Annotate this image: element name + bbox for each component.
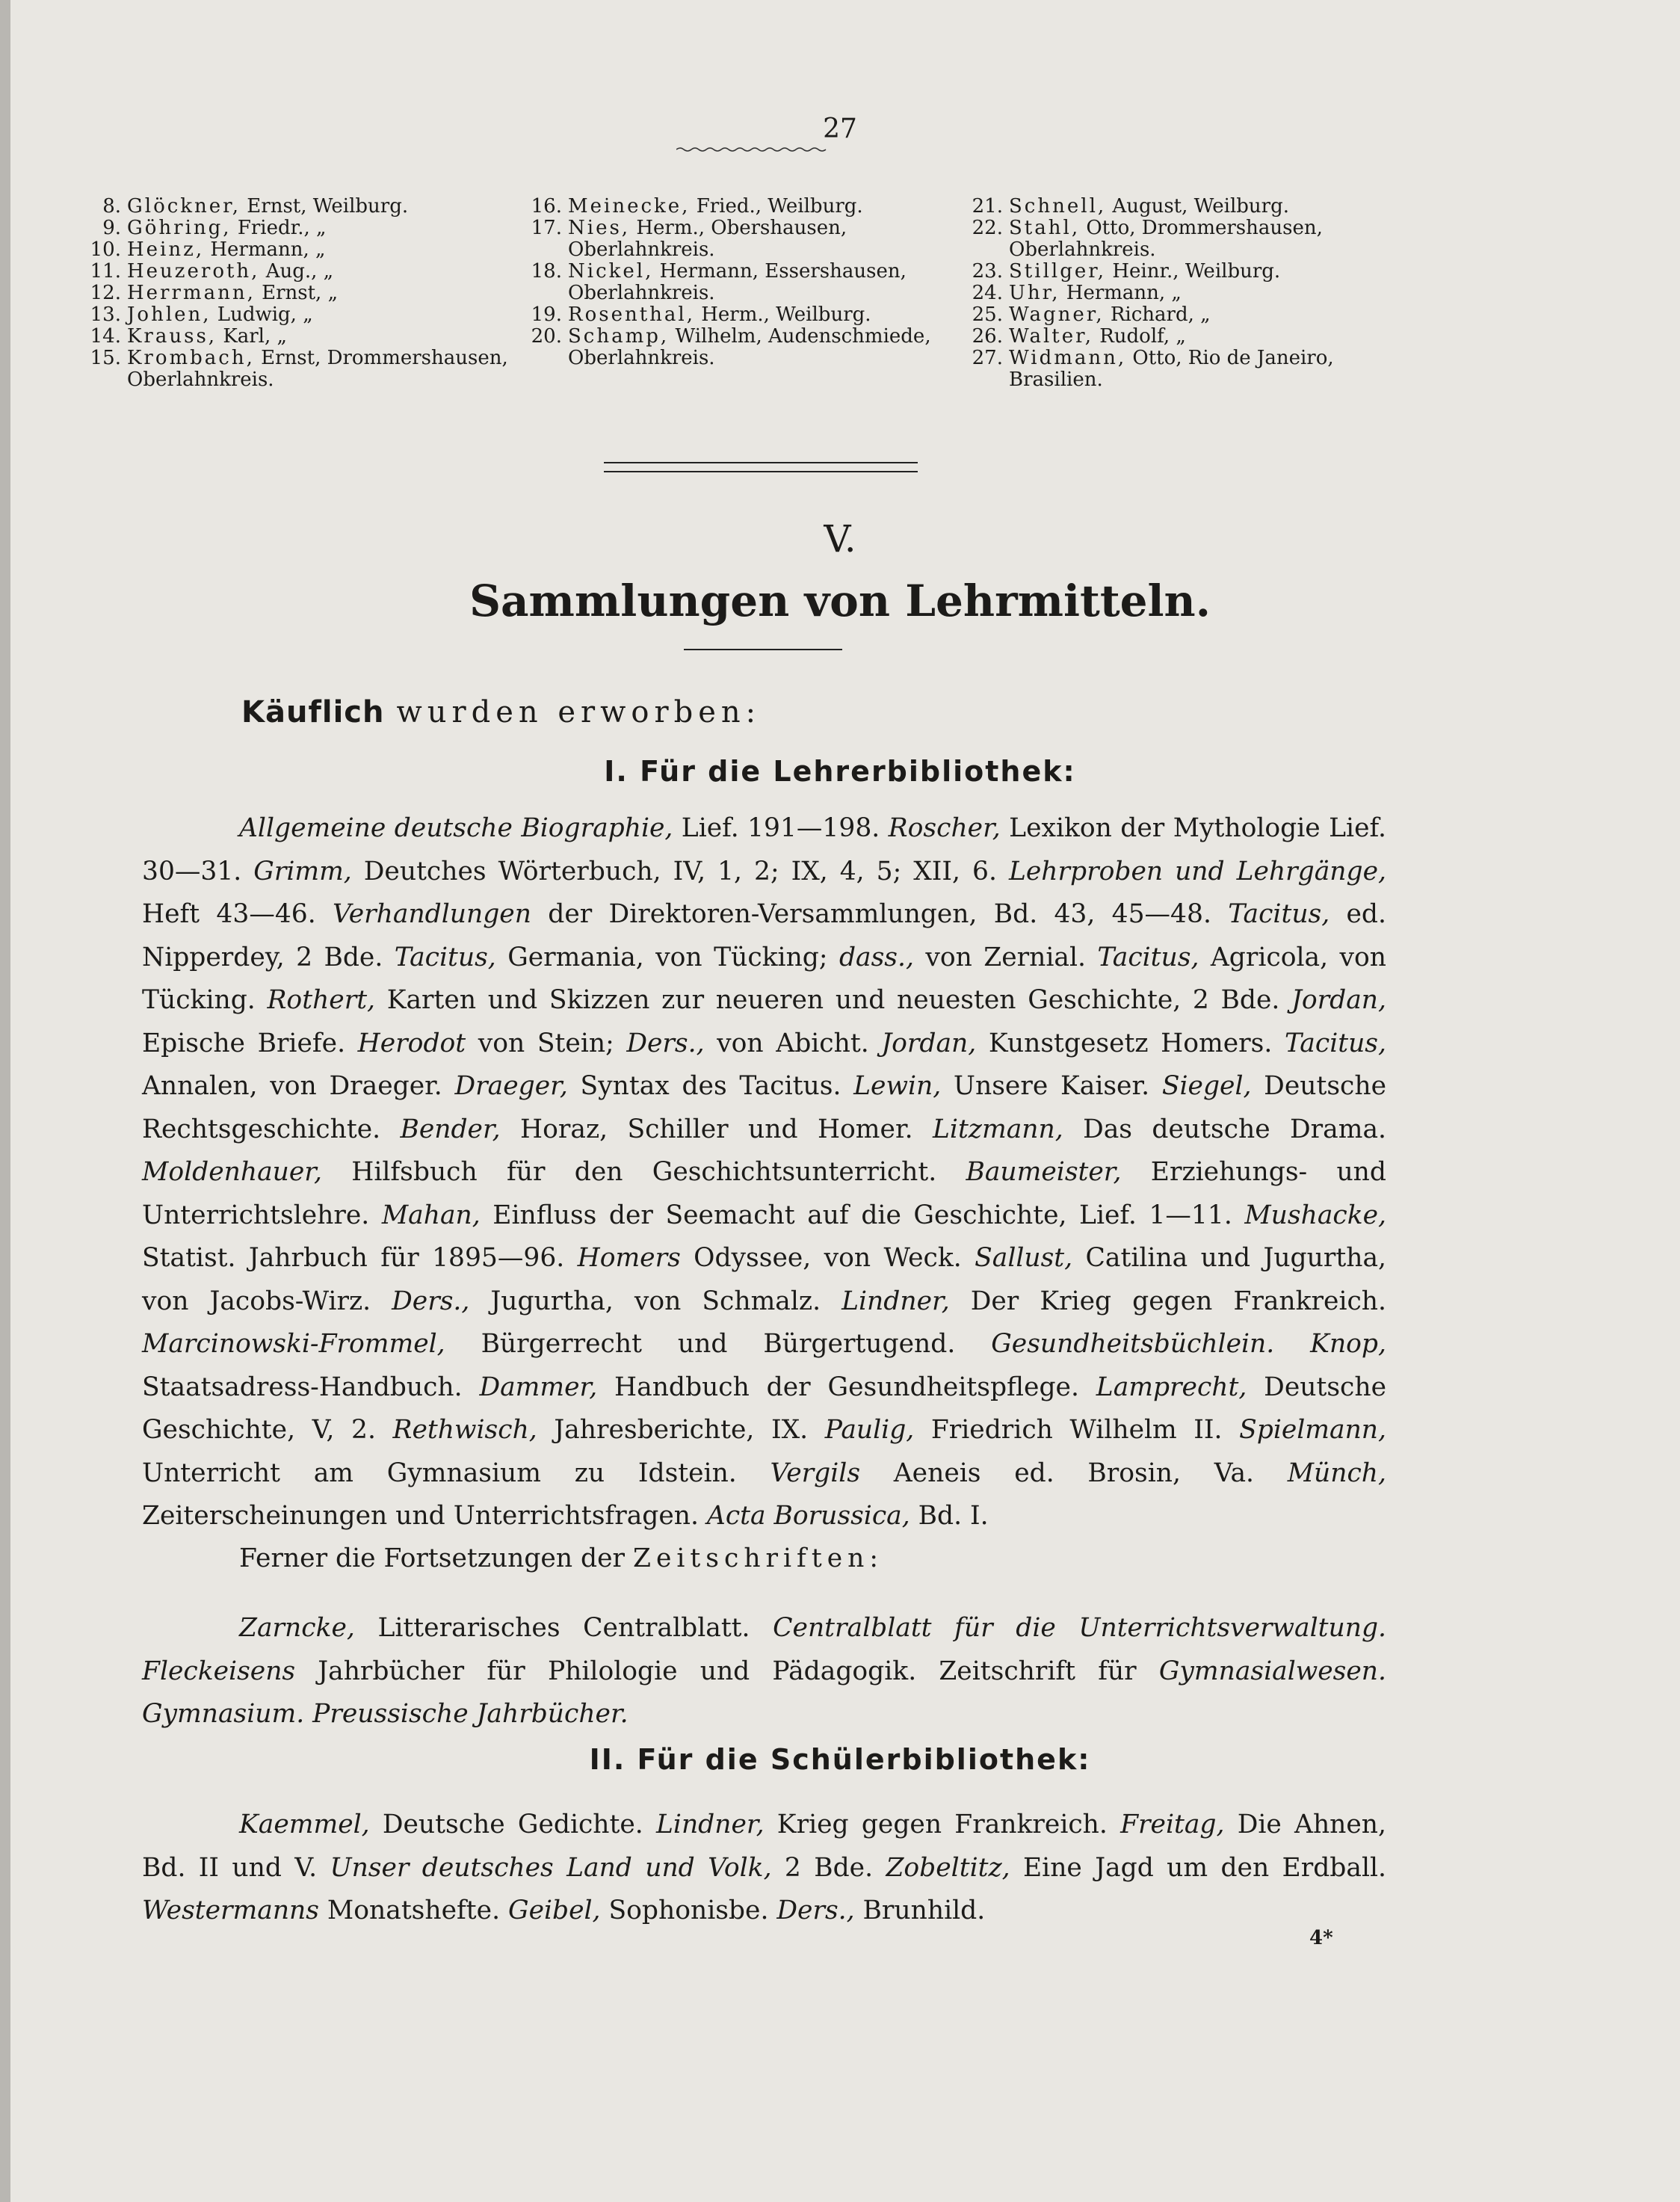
text-run: Hilfsbuch für den Geschichtsunterricht. (321, 1157, 966, 1187)
text-run: Deutsche Geschichte, V, 2. (142, 1372, 1387, 1445)
entry-details: Herm., Weilburg. (694, 303, 871, 326)
italic-run: Tacitus, (394, 942, 496, 972)
italic-run: Marcinowski-Frommel, (142, 1329, 445, 1359)
entry-number: 11. (90, 260, 121, 283)
italic-run: Allgemeine deutsche Biographie, (239, 813, 673, 843)
entry-details: Rudolf, „ (1093, 325, 1186, 348)
text-run: Der Krieg gegen Frankreich. (949, 1286, 1386, 1316)
text-run: Annalen, von Draeger. (142, 1071, 455, 1101)
italic-run: Tacitus, (1284, 1028, 1386, 1058)
list-entry (75, 326, 532, 348)
italic-run: Rothert, (267, 985, 376, 1015)
text-run: Bd. I. (910, 1501, 989, 1531)
italic-run: Fleckeisens (142, 1656, 296, 1686)
list-entry (957, 261, 1400, 283)
entry-number: 9. (102, 217, 121, 239)
student-library-paragraph (142, 1804, 1386, 1933)
entry-surname: Meinecke, (568, 195, 691, 218)
italic-run: Draeger, (454, 1071, 568, 1101)
entry-surname: Stahl, (1009, 217, 1081, 239)
italic-run: Sallust, (975, 1243, 1073, 1273)
list-entry (516, 218, 979, 261)
text-run: Heft 43—46. (142, 899, 333, 929)
list-entry (957, 283, 1400, 304)
italic-run: Verhandlungen (333, 899, 531, 929)
italic-run: Herodot (357, 1028, 466, 1058)
periodicals-intro-text: Ferner die Fortsetzungen der (239, 1543, 626, 1573)
entry-surname: Widmann, (1009, 347, 1127, 369)
italic-run: Lamprecht, (1096, 1372, 1247, 1402)
entry-details: Hermann, Essershausen, Oberlahnkreis. (568, 260, 907, 304)
entry-surname: Johlen, (127, 303, 211, 326)
text-run: 2 Bde. (771, 1852, 886, 1883)
italic-run: Münch, (1287, 1458, 1386, 1488)
entry-number: 27. (972, 347, 1003, 369)
entry-details: Ernst, Drommershausen, Oberlahnkreis. (127, 347, 508, 391)
italic-run: Baumeister, (966, 1157, 1122, 1187)
entry-number: 20. (531, 325, 562, 348)
italic-run: Homers (577, 1243, 681, 1273)
text-run: von Abicht. (704, 1028, 882, 1058)
italic-run: Jordan, (881, 1028, 977, 1058)
entry-surname: Heuzeroth, (127, 260, 260, 283)
entry-number: 26. (972, 325, 1003, 348)
italic-run: Kaemmel, (239, 1810, 370, 1839)
student-library-heading: II. Für die Schülerbibliothek: (589, 1743, 1091, 1776)
entry-number: 21. (972, 195, 1003, 218)
text-run: Litterarisches Centralblatt. (354, 1613, 773, 1643)
entry-details: Ernst, „ (255, 282, 339, 304)
entry-number: 25. (972, 303, 1003, 326)
student-list-column-1 (75, 196, 532, 391)
italic-run: Mushacke, (1244, 1200, 1387, 1230)
text-run: Horaz, Schiller und Homer. (500, 1114, 933, 1144)
list-entry (957, 196, 1400, 218)
acquired-heading-rest: wurden erworben: (396, 695, 762, 730)
italic-run: Preussische Jahrbücher. (312, 1699, 629, 1729)
italic-run: Dammer, (479, 1372, 598, 1402)
italic-run: Zobeltitz, (886, 1852, 1010, 1883)
text-run: Karten und Skizzen zur neueren und neuesten Geschichte, 2 Bde. (375, 985, 1292, 1015)
acquired-heading-bold: Käuflich (241, 695, 385, 730)
italic-run: Lehrproben und Lehrgänge, (1008, 856, 1386, 886)
italic-run: Paulig, (824, 1415, 915, 1445)
italic-run: Unser deutsches Land und Volk, (330, 1852, 772, 1883)
entry-surname: Glöckner, (127, 195, 241, 218)
student-list-column-3 (957, 196, 1400, 391)
entry-surname: Walter, (1009, 325, 1093, 348)
text-run (304, 1699, 312, 1729)
list-entry (516, 261, 979, 304)
entry-number: 12. (90, 282, 121, 304)
italic-run: Centralblatt für die Unterrichtsverwaltung. (773, 1613, 1386, 1643)
entry-number: 23. (972, 260, 1003, 283)
italic-run: Moldenhauer, (142, 1157, 322, 1187)
italic-run: dass., (839, 942, 914, 972)
entry-details: Friedr., „ (231, 217, 327, 239)
italic-run: Tacitus, (1097, 942, 1199, 972)
text-run: Syntax des Tacitus. (567, 1071, 854, 1101)
periodicals-intro-spaced: Zeitschriften: (633, 1543, 883, 1573)
entry-details: Heinr., Weilburg. (1106, 260, 1281, 283)
italic-run: Ders., (776, 1896, 855, 1925)
section-title: Sammlungen von Lehrmitteln. (469, 576, 1211, 626)
italic-run: Ders., (392, 1286, 470, 1316)
text-run: Jahrbücher für Philologie und Pädagogik. Zeitschrift für (295, 1656, 1159, 1686)
entry-details: August, Weilburg. (1106, 195, 1289, 218)
italic-run: Siegel, (1161, 1071, 1252, 1101)
section-numeral: V. (824, 517, 856, 561)
text-run: Friedrich Wilhelm II. (914, 1415, 1240, 1445)
entry-number: 15. (90, 347, 121, 369)
text-run (1274, 1329, 1310, 1359)
entry-surname: Nies, (568, 217, 631, 239)
list-entry (75, 283, 532, 304)
italic-run: Tacitus, (1228, 899, 1330, 929)
italic-run: Jordan, (1291, 985, 1386, 1015)
entry-details: Ernst, Weilburg. (241, 195, 409, 218)
entry-number: 10. (90, 238, 121, 261)
text-run: Agricola, von Tücking. (142, 942, 1386, 1015)
text-run: Deutsche Rechtsgeschichte. (142, 1071, 1386, 1144)
text-run: Epische Briefe. (142, 1028, 358, 1058)
acquired-heading (241, 695, 761, 730)
italic-run: Roscher, (888, 813, 1001, 843)
italic-run: Westermanns (142, 1896, 319, 1925)
italic-run: Gymnasialwesen. (1158, 1656, 1386, 1686)
list-entry (75, 261, 532, 283)
italic-run: Knop, (1310, 1329, 1386, 1359)
italic-run: Litzmann, (933, 1114, 1063, 1144)
entry-surname: Schamp, (568, 325, 670, 348)
entry-details: Otto, Drommershausen, Oberlahnkreis. (1009, 217, 1323, 261)
periodicals-paragraph (142, 1607, 1386, 1736)
teacher-library-paragraph (142, 807, 1386, 1538)
list-entry (516, 326, 979, 369)
text-run: Sophonisbe. (600, 1896, 777, 1925)
signature-mark: 4* (1309, 1927, 1333, 1949)
text-run: Deutches Wörterbuch, IV, 1, 2; IX, 4, 5; XII, 6. (351, 856, 1009, 886)
entry-surname: Krauss, (127, 325, 217, 348)
list-entry (75, 218, 532, 239)
entry-number: 13. (90, 303, 121, 326)
list-entry (957, 326, 1400, 348)
text-run: Staatsadress-Handbuch. (142, 1372, 480, 1402)
italic-run: Vergils (770, 1458, 861, 1488)
italic-run: Acta Borussica, (706, 1501, 910, 1531)
entry-number: 8. (102, 195, 121, 218)
text-run: Jugurtha, von Schmalz. (469, 1286, 842, 1316)
text-run: Krieg gegen Frankreich. (764, 1810, 1121, 1839)
entry-surname: Uhr, (1009, 282, 1060, 304)
italic-run: Lewin, (853, 1071, 942, 1101)
list-entry (516, 196, 979, 218)
italic-run: Gesundheitsbüchlein. (991, 1329, 1275, 1359)
entry-number: 18. (531, 260, 562, 283)
italic-run: Lindner, (841, 1286, 950, 1316)
text-run: Unterricht am Gymnasium zu Idstein. (142, 1458, 770, 1488)
entry-number: 19. (531, 303, 562, 326)
text-run: Unsere Kaiser. (941, 1071, 1162, 1101)
text-run: von Zernial. (913, 942, 1098, 972)
list-entry (75, 348, 532, 391)
entry-surname: Schnell, (1009, 195, 1107, 218)
entry-details: Wilhelm, Audenschmiede, Oberlahnkreis. (568, 325, 931, 369)
student-list-column-2 (516, 196, 979, 369)
list-entry (957, 348, 1400, 391)
italic-run: Gymnasium. (142, 1699, 305, 1729)
entry-details: Hermann, „ (1060, 282, 1182, 304)
teacher-library-heading: I. Für die Lehrerbibliothek: (604, 755, 1076, 788)
text-run: Kunstgesetz Homers. (976, 1028, 1285, 1058)
italic-run: Ders., (626, 1028, 705, 1058)
entry-details: Fried., Weilburg. (690, 195, 863, 218)
section-double-rule (604, 462, 918, 472)
list-entry (957, 304, 1400, 326)
entry-details: Karl, „ (217, 325, 287, 348)
text-run: Erziehungs- und Unterrichtslehre. (142, 1157, 1386, 1230)
text-run: ed. Nipperdey, 2 Bde. (142, 899, 1386, 972)
text-run: Jahresberichte, IX. (537, 1415, 825, 1445)
text-run: Aeneis ed. Brosin, Va. (860, 1458, 1288, 1488)
text-run: Lexikon der Mythologie Lief. 30—31. (142, 813, 1387, 886)
text-run: Catilina und Jugurtha, von Jacobs-Wirz. (142, 1243, 1386, 1316)
entry-surname: Nickel, (568, 260, 654, 283)
entry-details: Richard, „ (1104, 303, 1211, 326)
entry-surname: Wagner, (1009, 303, 1105, 326)
entry-number: 14. (90, 325, 121, 348)
text-run: Einfluss der Seemacht auf die Geschichte, Lief. 1—11. (480, 1200, 1245, 1230)
entry-number: 17. (531, 217, 562, 239)
entry-details: Hermann, „ (204, 238, 326, 261)
entry-number: 24. (972, 282, 1003, 304)
page-number: 27 (823, 114, 857, 144)
text-run: Germania, von Tücking; (495, 942, 839, 972)
text-run: Das deutsche Drama. (1063, 1114, 1386, 1144)
italic-run: Rethwisch, (392, 1415, 537, 1445)
text-run: Odyssee, von Weck. (680, 1243, 975, 1273)
periodicals-intro (142, 1538, 1386, 1581)
italic-run: Bender, (400, 1114, 501, 1144)
text-run: Monatshefte. (318, 1896, 509, 1925)
italic-run: Spielmann, (1239, 1415, 1386, 1445)
italic-run: Zarncke, (239, 1613, 355, 1643)
italic-run: Mahan, (381, 1200, 481, 1230)
entry-details: Ludwig, „ (211, 303, 313, 326)
entry-surname: Krombach, (127, 347, 255, 369)
entry-details: Aug., „ (259, 260, 334, 283)
text-run: Lief. 191—198. (673, 813, 889, 843)
entry-number: 22. (972, 217, 1003, 239)
text-run: Brunhild. (854, 1896, 986, 1925)
list-entry (957, 218, 1400, 261)
text-run: von Stein; (466, 1028, 627, 1058)
entry-surname: Stillger, (1009, 260, 1107, 283)
list-entry (75, 239, 532, 261)
entry-details: Otto, Rio de Janeiro, Brasilien. (1009, 347, 1334, 391)
text-run: Statist. Jahrbuch für 1895—96. (142, 1243, 578, 1273)
entry-number: 16. (531, 195, 562, 218)
entry-surname: Rosenthal, (568, 303, 695, 326)
italic-run: Lindner, (656, 1810, 765, 1839)
text-run: Eine Jagd um den Erdball. (1010, 1852, 1386, 1883)
text-run: Deutsche Gedichte. (369, 1810, 657, 1839)
text-run: Bürgerrecht und Bürgertugend. (445, 1329, 992, 1359)
entry-details: Herm., Obershausen, Oberlahnkreis. (568, 217, 847, 261)
italic-run: Geibel, (508, 1896, 601, 1925)
text-run: der Direktoren-Versammlungen, Bd. 43, 45—48. (531, 899, 1229, 929)
italic-run: Grimm, (253, 856, 352, 886)
page-number-wavy-rule (676, 147, 830, 152)
text-run: Die Ahnen, Bd. II und V. (142, 1810, 1386, 1883)
list-entry (75, 196, 532, 218)
text-run: Handbuch der Gesundheitspflege. (597, 1372, 1096, 1402)
title-underline-rule (684, 649, 842, 650)
list-entry (75, 304, 532, 326)
text-run: Zeiterscheinungen und Unterrichtsfragen. (142, 1501, 707, 1531)
list-entry (516, 304, 979, 326)
italic-run: Freitag, (1120, 1810, 1225, 1839)
entry-surname: Heinz, (127, 238, 205, 261)
entry-surname: Herrmann, (127, 282, 256, 304)
entry-surname: Göhring, (127, 217, 232, 239)
